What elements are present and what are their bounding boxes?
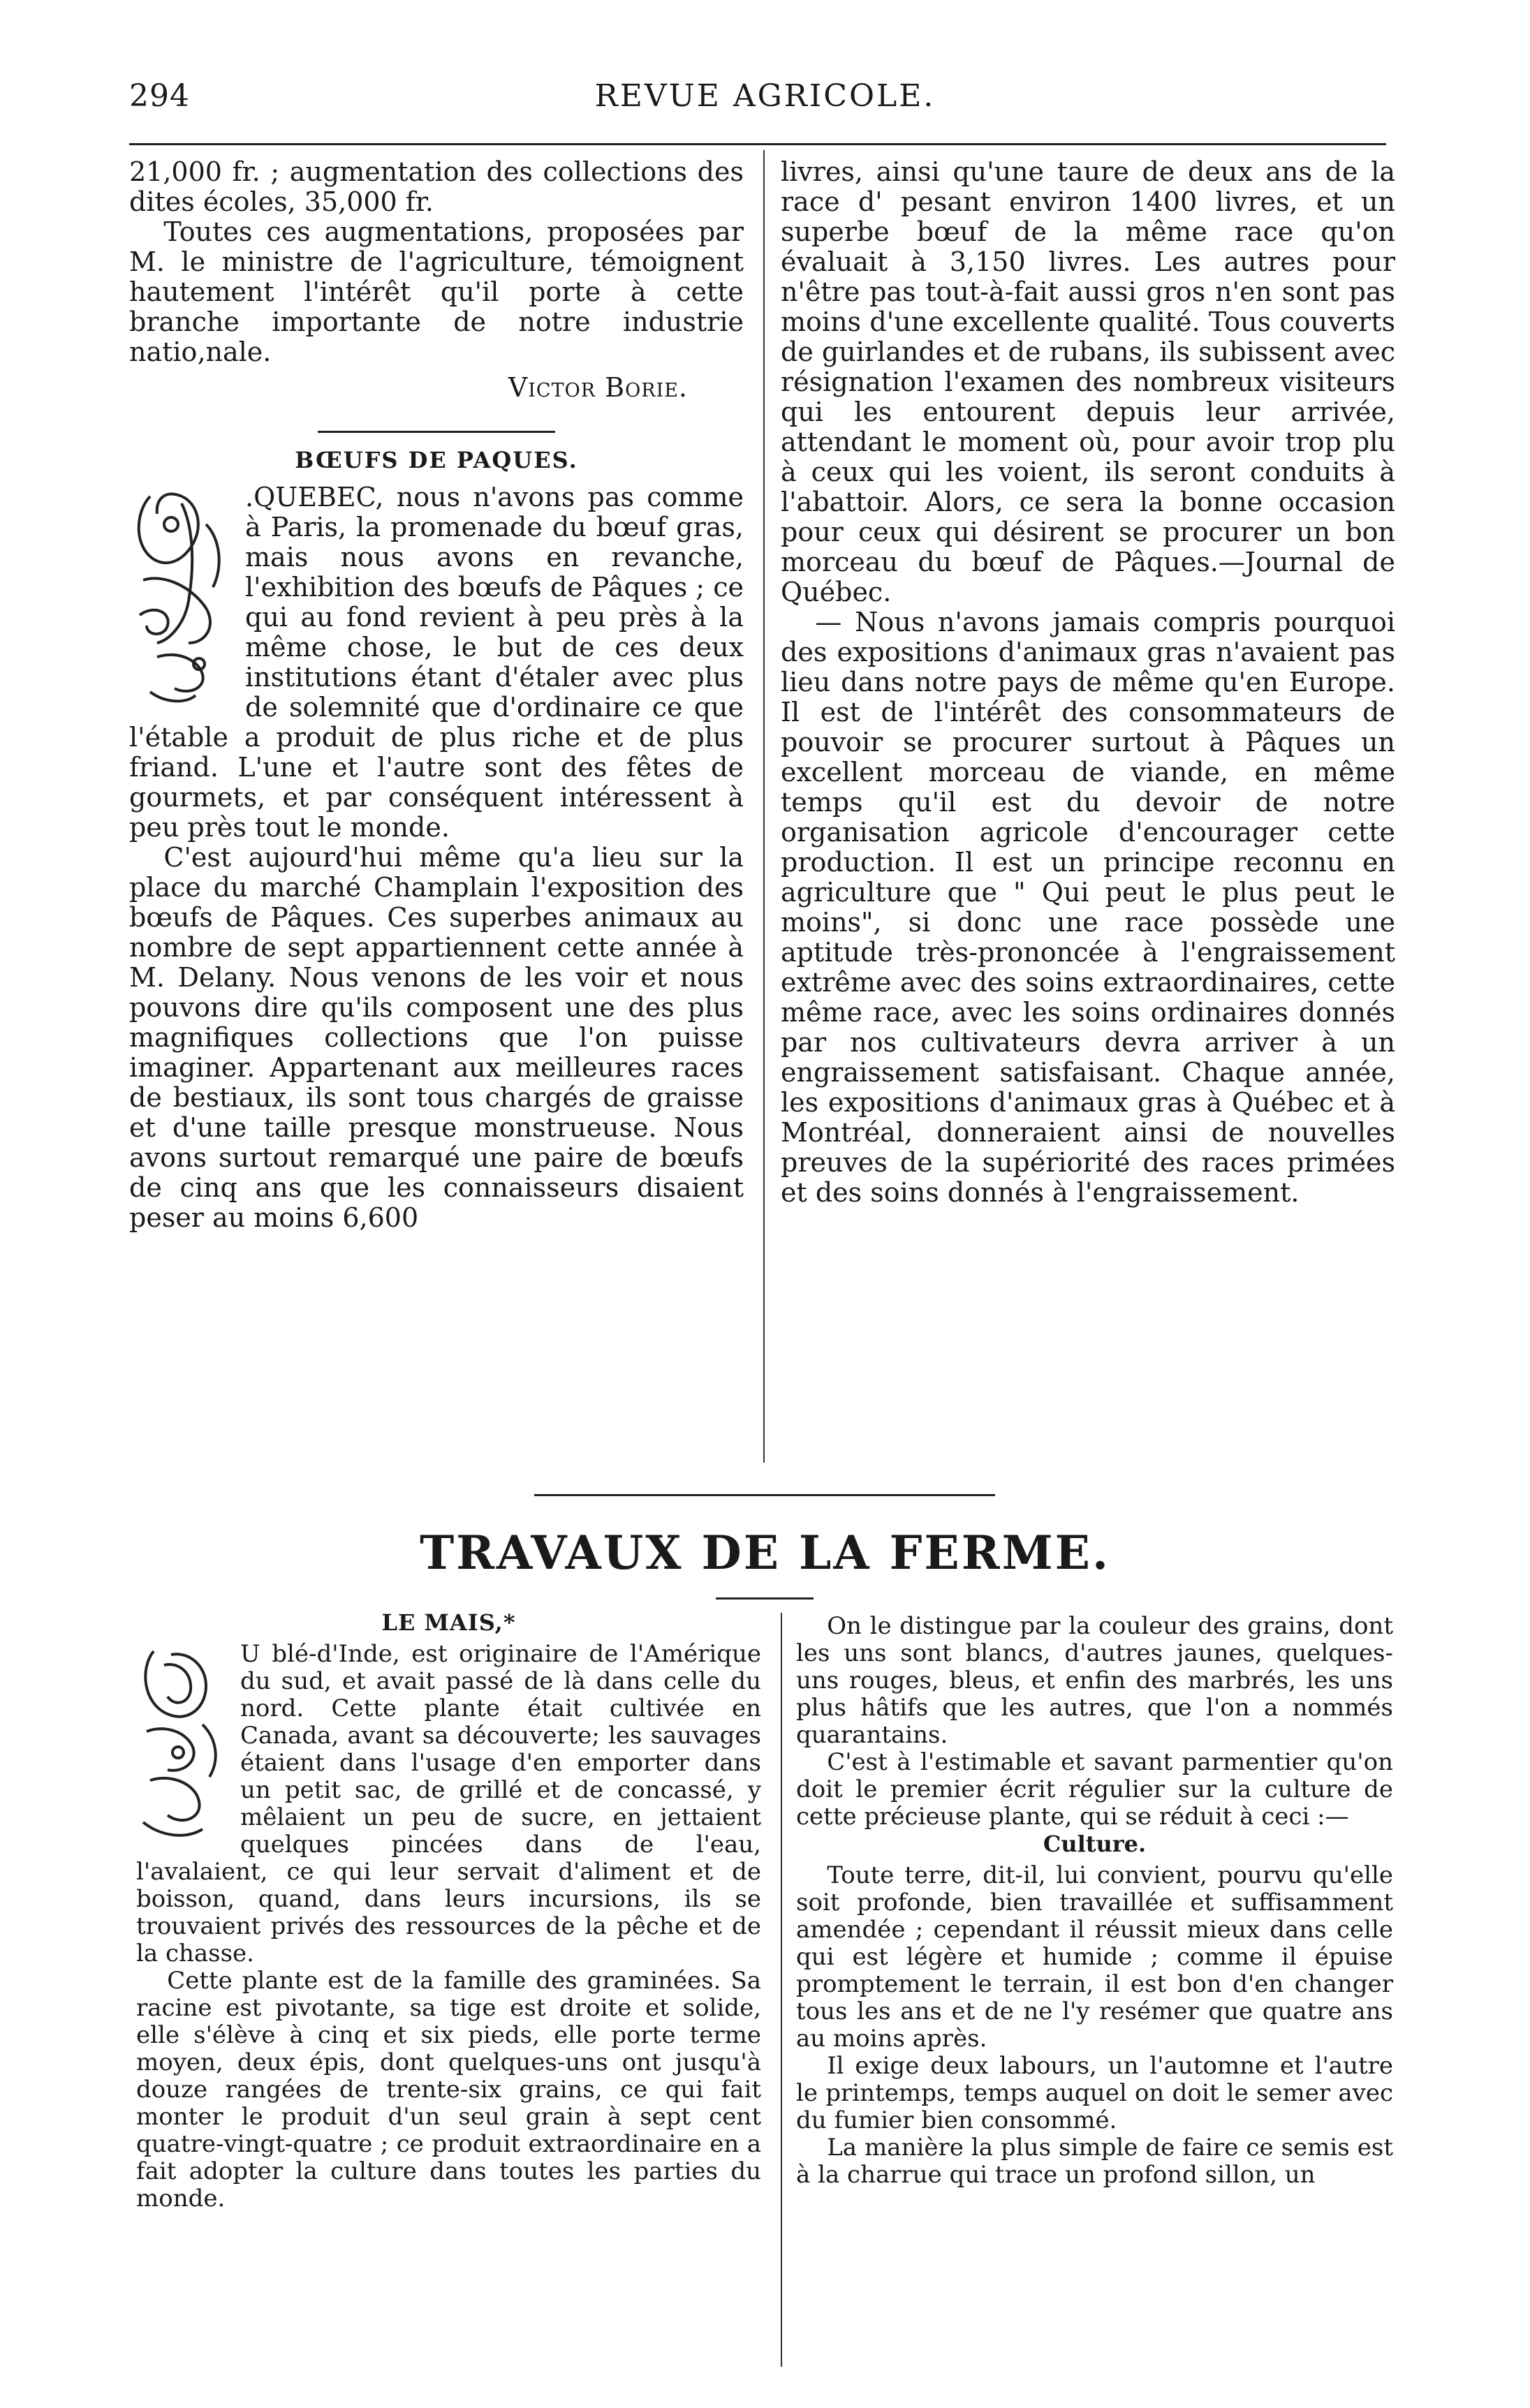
paragraph: — Nous n'avons jamais compris pourquoi des expositions d'animaux gras n'avaient pas lieu dans notre pays de même qu'en Europe. Il est de l'intérêt des consommateurs de pouvoir se procurer surtout à Pâques un excellent morceau de viande, en même temps qu'il est du devoir de notre organisation agricole d'encourager cette production. Il est un principe reconnu en agriculture que " Qui peut le plus peut le moins", si donc une race possède une aptitude très-prononcée à l'engraissement extrême avec des soins extraordinaires, cette même race, avec les soins ordinaires donnés par nos cultivateurs devra arriver à un engraissement satisfaisant. Chaque année, les expositions d'animaux gras à Québec et à Montréal, donneraient ainsi de nouvelles preuves de la supériorité des races primées et des soins donnés à l'engraissement.: [781, 607, 1395, 1208]
upper-left-column: [129, 157, 744, 1233]
paragraph: Il exige deux labours, un l'automne et l'autre le printemps, temps auquel on doit le semer avec du fumier bien consommé.: [796, 2052, 1393, 2134]
header-rule: [129, 143, 1386, 145]
lower-right-column: [796, 1613, 1393, 2189]
section-underline: [716, 1597, 814, 1600]
column-divider: [763, 150, 765, 1463]
paragraph: C'est aujourd'hui même qu'a lieu sur la place du marché Champlain l'exposition des bœufs de Pâques. Ces superbes animaux au nombre de sept appartiennent cette année à M. Delany. Nous venons de les voir et nous pouvons dire qu'ils composent une des plus magnifiques collections que l'on puisse imaginer. Appartenant aux meilleures races de bestiaux, ils sont tous chargés de graisse et d'une taille presque monstrueuse. Nous avons surtout remarqué une paire de bœufs de cinq ans que les connaisseurs disaient peser au moins 6,600: [129, 842, 744, 1233]
running-title: REVUE AGRICOLE.: [594, 78, 936, 114]
ornamental-initial-icon: [129, 482, 234, 713]
paragraph: Cette plante est de la famille des graminées. Sa racine est pivotante, sa tige est droite et solide, elle s'élève à cinq et six pieds, elle porte terme moyen, deux épis, dont quelques-uns ont jusqu'à douze rangées de trente-six grains, ce qui fait monter le produit d'un seul grain à sept cent quatre-vingt-quatre ; ce produit extraordinaire en a fait adopter la culture dans toutes les parties du monde.: [136, 1967, 761, 2213]
paragraph: Toute terre, dit-il, lui convient, pourvu qu'elle soit profonde, bien travaillée et suffisamment amendée ; cependant il réussit mieux dans celle qui est légère et humide ; comme il épuise promptement le terrain, il est bon d'en changer tous les ans et de ne l'y resémer que quatre ans au moins après.: [796, 1861, 1393, 2053]
paragraph: Toutes ces augmentations, proposées par M. le ministre de l'agriculture, témoignent hautement l'intérêt qu'il porte à cette branche importante de notre industrie natio‚nale.: [129, 216, 744, 367]
paragraph: On le distingue par la couleur des grains, dont les uns sont blancs, d'autres jaunes, quelques-uns rouges, bleus, et enfin des marbrés, les uns plus hâtifs que les autres, que l'on a nommés quarantains.: [796, 1612, 1393, 1749]
author-signature: Victor Borie.: [508, 372, 688, 403]
paragraph: La manière la plus simple de faire ce semis est à la charrue qui trace un profond sillon, un: [796, 2134, 1393, 2189]
column-divider: [781, 1613, 782, 2367]
paragraph: C'est à l'estimable et savant parmentier qu'on doit le premier écrit régulier sur la culture de cette précieuse plante, qui se réduit à ceci :—: [796, 1748, 1393, 1831]
ornamental-initial-icon: [136, 1641, 230, 1850]
page-number: 294: [129, 78, 190, 114]
subsection-title: Culture.: [1043, 1831, 1147, 1857]
section-title: TRAVAUX DE LA FERME.: [420, 1526, 1110, 1580]
separator-rule: [318, 431, 555, 433]
section-rule: [534, 1494, 995, 1496]
paragraph: 21,000 fr. ; augmentation des collections des dites écoles, 35,000 fr.: [129, 156, 744, 217]
paragraph: .QUEBEC, nous n'avons pas comme à Paris, la promenade du bœuf gras, mais nous avons en revanche, l'exhibition des bœufs de Pâques ; ce qui au fond revient à peu près à la même chose, le but de ces deux institutions étant d'étaler avec plus de solemnité que d'ordinaire ce que l'étable a produit de plus riche et de plus friand. L'une et l'autre sont des fêtes de gourmets, et par conséquent intéressent à peu près tout le monde.: [129, 482, 744, 843]
article-title: BŒUFS DE PAQUES.: [295, 447, 578, 473]
paragraph: U blé-d'Inde, est originaire de l'Amérique du sud, et avait passé de là dans celle du nord. Cette plante était cultivée en Canada, avant sa découverte; les sauvages étaient dans l'usage d'en emporter dans un petit sac, de grillé et de concassé, y mêlaient un peu de sucre, en jettaient quelques pincées dans de l'eau, l'avalaient, ce qui leur servait d'aliment et de boisson, quand, dans leurs incursions, ils se trouvaient privés des ressources de la pêche et de la chasse.: [136, 1640, 761, 1967]
paragraph: livres, ainsi qu'une taure de deux ans de la race d' pesant environ 1400 livres, et un superbe bœuf de la même race qu'on évaluait à 3,150 livres. Les autres pour n'être pas tout-à-fait aussi gros n'en sont pas moins d'une excellente qualité. Tous couverts de guirlandes et de rubans, ils subissent avec résignation l'examen des nombreux visiteurs qui les entourent depuis leur arrivée, attendant le moment où, pour avoir trop plu à ceux qui les voient, ils seront conduits à l'abattoir. Alors, ce sera la bonne occasion pour ceux qui désirent se procurer un bon morceau du bœuf de Pâques.—Journal de Québec.: [781, 156, 1395, 607]
article-title: LE MAIS,*: [381, 1609, 516, 1636]
lower-left-column: [136, 1609, 761, 2213]
upper-right-column: [781, 157, 1395, 1208]
